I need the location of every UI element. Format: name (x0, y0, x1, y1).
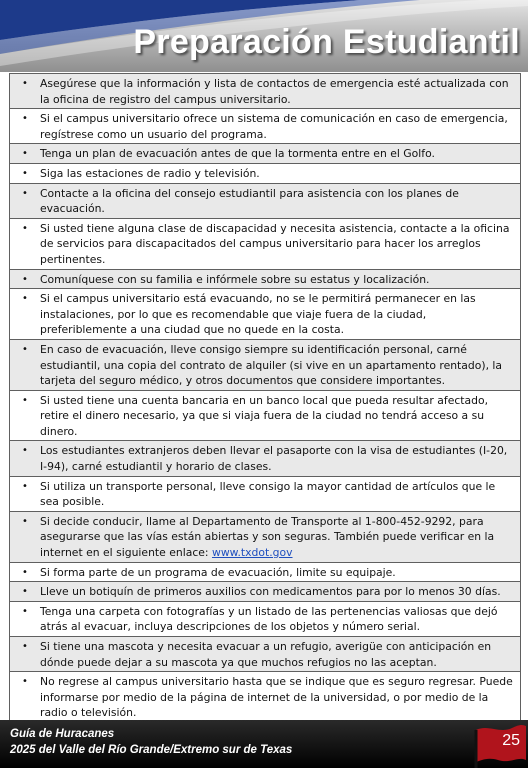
list-item (10, 672, 520, 722)
list-item-text (40, 146, 514, 162)
list-item-body: Si el campus universitario está evacuando, no se le permitirá permanecer en las instalaciones, por lo que es recomendable que viaje fuera de la ciudad, preferiblemente a una ciudad que no quede en la costa. (40, 292, 476, 337)
page-footer (0, 720, 528, 768)
list-item-body: Contacte a la oficina del consejo estudiantil para asistencia con los planes de evacuación. (40, 186, 459, 216)
bullet-icon: • (22, 394, 28, 406)
list-item (10, 144, 520, 164)
footer-guide-subtitle: 2025 del Valle del Río Grande/Extremo sur de Texas (10, 744, 293, 756)
list-item-body: Los estudiantes extranjeros deben llevar el pasaporte con la visa de estudiantes (I-20, I-94), carné estudiantil y horario de clases. (40, 444, 508, 474)
list-item-body: Si usted tiene una cuenta bancaria en un banco local que pueda resultar afectado, retire el dinero necesario, ya que si viaja fuera de la ciudad no tendrá acceso a su dinero. (40, 393, 489, 438)
list-item-body: Asegúrese que la información y lista de contactos de emergencia esté actualizada con la oficina de registro del campus universitario. (40, 77, 509, 106)
list-item-body: En caso de evacuación, lleve consigo siempre su identificación personal, carné estudiantil, una copia del contrato de alquiler (si vive en un apartamento rentado), la tarjeta del seguro médico, y otros documentos que considere importantes. (40, 342, 503, 388)
bullet-icon: • (22, 273, 28, 285)
txdot-link[interactable]: www.txdot.gov (211, 546, 293, 560)
list-item-text (40, 221, 514, 268)
list-item-body: Siga las estaciones de radio y televisión. (40, 166, 260, 180)
list-item (10, 109, 520, 144)
list-item (10, 441, 520, 476)
list-item-body: Si utiliza un transporte personal, lleve consigo la mayor cantidad de artículos que le sea posible. (40, 479, 496, 509)
list-item-body: No regrese al campus universitario hasta que se indique que es seguro regresar. Puede informarse por medio de la página de internet de la universidad, o por medio de la radio o televisión. (40, 675, 513, 720)
bullet-icon: • (22, 641, 28, 652)
list-item-text (40, 342, 514, 389)
bullet-icon: • (22, 293, 28, 305)
bullet-icon: • (22, 445, 28, 457)
list-item-text (40, 111, 514, 142)
bullet-icon: • (22, 605, 28, 617)
list-item-text (40, 639, 514, 670)
bullet-icon: • (22, 676, 28, 688)
list-item-text (40, 76, 514, 107)
bullet-icon: • (22, 343, 28, 355)
bullet-icon: • (22, 113, 28, 125)
bullet-icon: • (22, 148, 28, 160)
list-item-body: Lleve un botiquín de primeros auxilios con medicamentos para por lo menos 30 días. (40, 585, 501, 599)
list-item-body: Si usted tiene alguna clase de discapacidad y necesita asistencia, contacte a la oficina de servicios para discapacitados del campus universitario para hacer los arreglos pertinentes. (40, 221, 510, 266)
list-item-text (40, 443, 514, 474)
list-item (10, 391, 520, 442)
list-item-text (40, 565, 514, 581)
list-item (10, 602, 520, 637)
page-number: 25 (502, 732, 520, 749)
list-item-text (40, 166, 514, 182)
bullet-icon: • (22, 515, 28, 527)
list-item-text (40, 584, 514, 600)
list-item (10, 582, 520, 602)
list-item-body: Si el campus universitario ofrece un sistema de comunicación en caso de emergencia, regístrese como un usuario del programa. (40, 112, 508, 141)
list-item (10, 289, 520, 340)
list-item-body: Comuníquese con su familia e infórmele sobre su estatus y localización. (40, 272, 430, 286)
list-item-text (40, 479, 514, 510)
list-item-body: Si decide conducir, llame al Departamento de Transporte al 1-800-452-9292, para asegurarse que las vías están abiertas y son seguras. También puede verificar en la internet en el siguiente enlace: (40, 514, 495, 560)
bullet-icon: • (22, 167, 28, 179)
list-item-body: Tenga un plan de evacuación antes de que la tormenta entre en el Golfo. (40, 147, 435, 161)
bullet-icon: • (22, 187, 28, 199)
list-item (10, 512, 520, 563)
bullet-icon: • (22, 78, 28, 89)
bullet-icon: • (22, 222, 28, 234)
list-item-text (40, 514, 514, 561)
list-item (10, 563, 520, 583)
page-header (0, 0, 528, 72)
list-item-text (40, 674, 514, 721)
list-item (10, 164, 520, 184)
list-item (10, 219, 520, 270)
list-item (10, 74, 520, 109)
list-item-text (40, 186, 514, 217)
list-item-text (40, 272, 514, 288)
list-item (10, 637, 520, 672)
list-item-text (40, 291, 514, 338)
list-item-body: Si forma parte de un programa de evacuación, limite su equipaje. (40, 565, 396, 579)
list-item (10, 270, 520, 290)
preparation-checklist (9, 73, 521, 723)
list-item-text (40, 393, 514, 440)
list-item (10, 477, 520, 512)
list-item (10, 184, 520, 219)
footer-guide-title: Guía de Huracanes (10, 728, 115, 740)
bullet-icon: • (22, 566, 28, 578)
list-item-body: Si tiene una mascota y necesita evacuar a un refugio, averigüe con anticipación en dónde puede dejar a su mascota ya que muchos refugios no las aceptan. (40, 640, 492, 669)
list-item (10, 340, 520, 391)
bullet-icon: • (22, 480, 28, 492)
list-item-body: Tenga una carpeta con fotografías y un listado de las pertenencias valiosas que dejó atrás al evacuar, incluya descripciones de los objetos y número serial. (40, 604, 498, 634)
page-title: Preparación Estudiantil (133, 23, 520, 61)
bullet-icon: • (22, 586, 28, 598)
list-item-text (40, 604, 514, 635)
